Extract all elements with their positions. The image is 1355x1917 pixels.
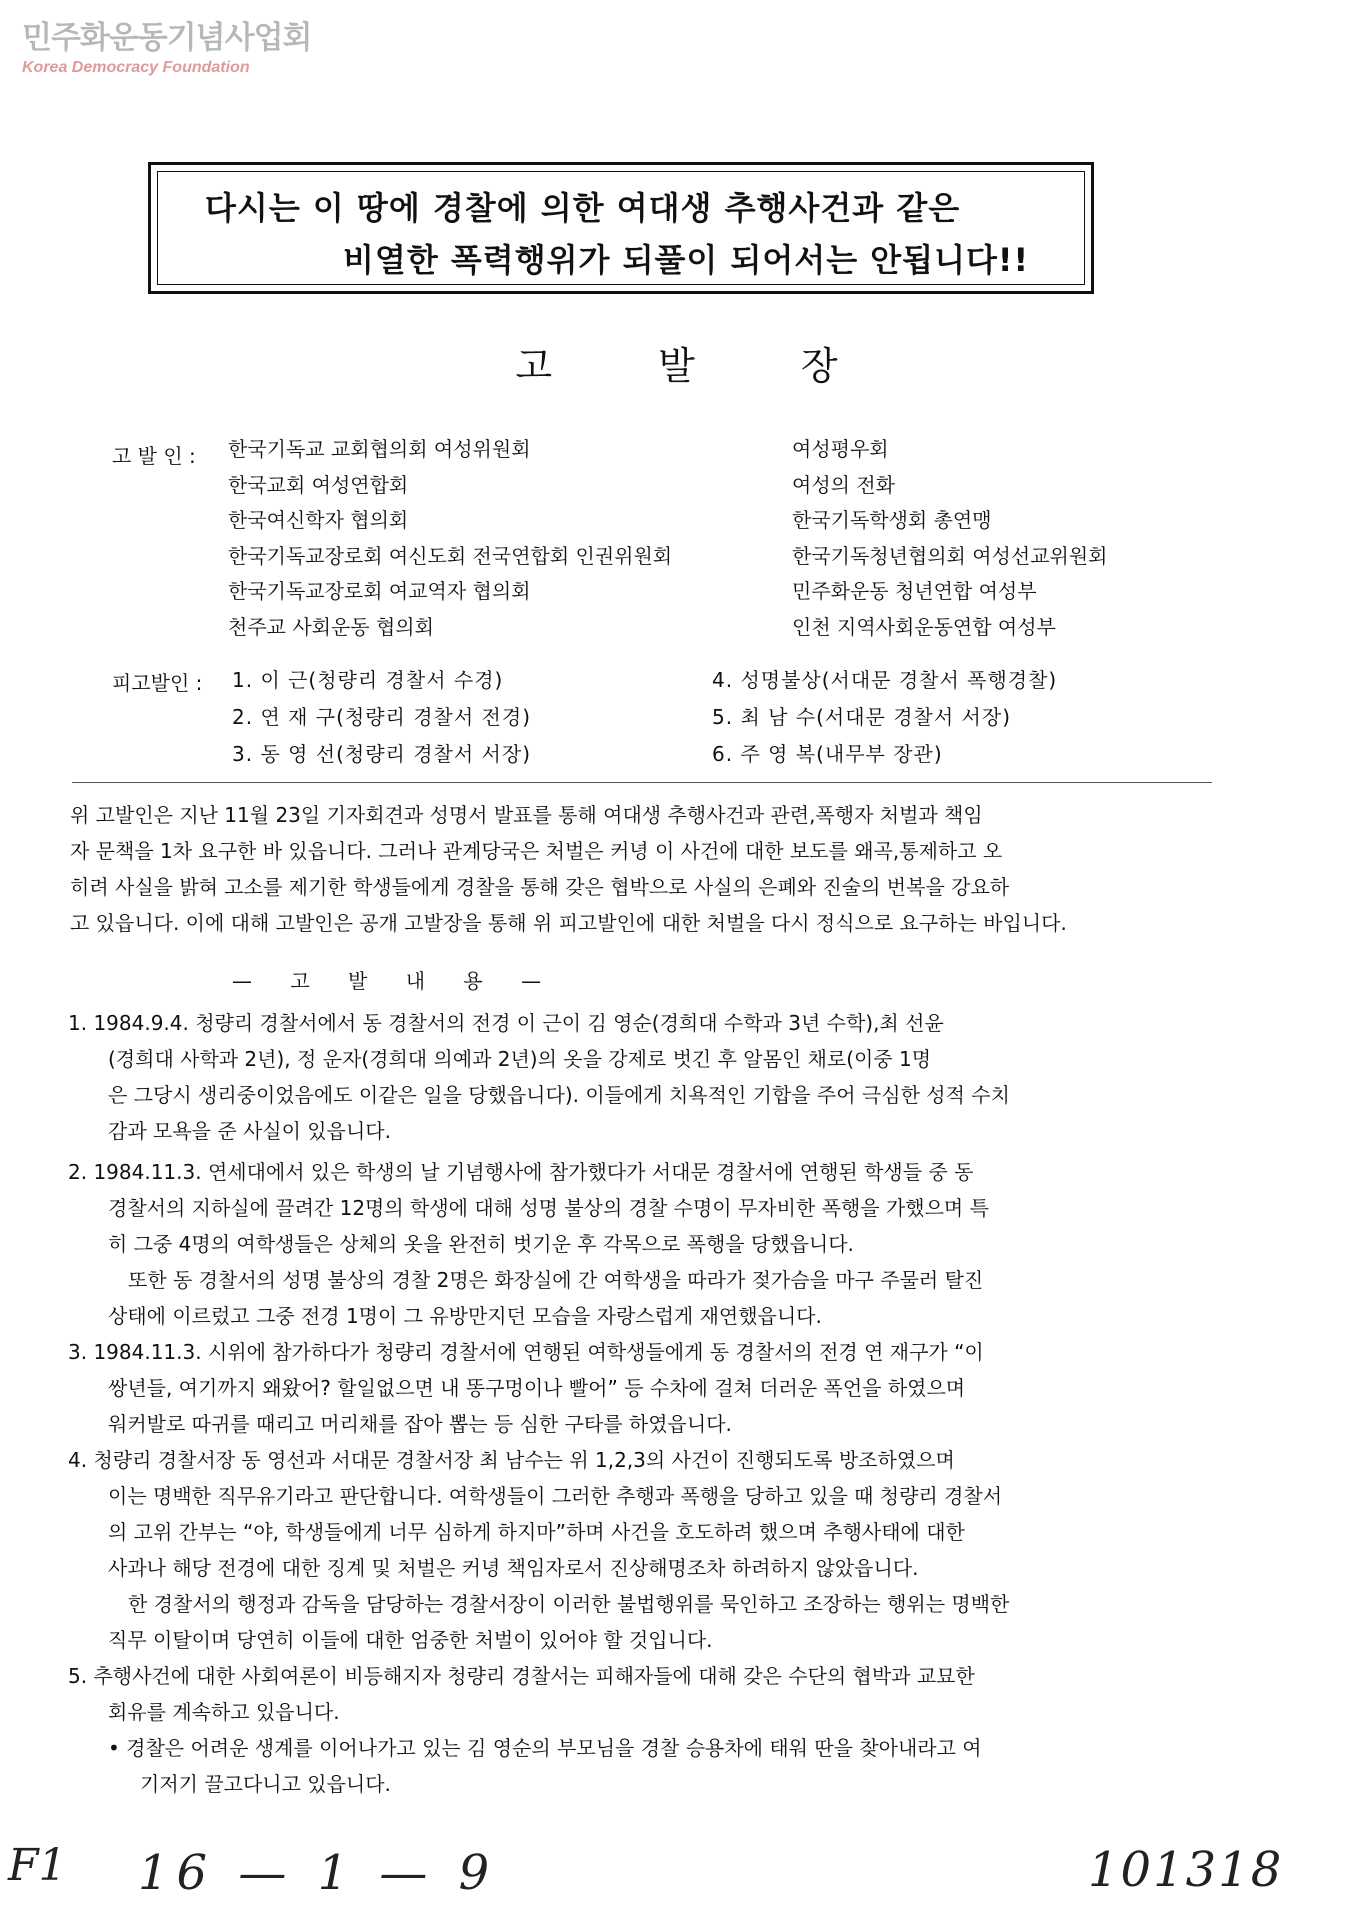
item-4-line: 이는 명백한 직무유기라고 판단합니다. 여학생들이 그러한 추행과 폭행을 당하고 있을 때 청량리 경찰서 [108,1484,1003,1508]
intro-paragraph [70,797,1215,941]
item-2-line: 상태에 이르렀고 그중 전경 1명이 그 유방만지던 모습을 자랑스럽게 재연했읍니다. [108,1304,822,1328]
accuser-item: 민주화운동 청년연합 여성부 [792,579,1037,603]
accuser-item: 한국기독청년협의회 여성선교위원회 [792,543,1108,568]
accuser-item: 한국기독교 교회협의회 여성위원회 [228,437,531,461]
item-2-line: 히 그중 4명의 여학생들은 상체의 옷을 완전히 벗기운 후 각목으로 폭행을 당했읍니다. [108,1232,854,1256]
accused-item: 6. 주 영 복(내무부 장관) [712,742,943,766]
accuser-item: 인천 지역사회운동연합 여성부 [792,614,1056,639]
divider-line [72,782,1212,783]
accuser-item: 천주교 사회운동 협의회 [228,614,434,639]
item-1-line: 은 그당시 생리중이었음에도 이같은 일을 당했읍니다). 이들에게 치욕적인 기합을 주어 극심한 성적 수치 [108,1083,1010,1107]
bullet-line: 기저기 끌고다니고 있읍니다. [140,1772,391,1796]
handwritten-mark: F1 [8,1840,67,1891]
item-1-line: 1. 1984.9.4. 청량리 경찰서에서 동 경찰서의 전경 이 근이 김 영순(경희대 수학과 3년 수학),최 선윤 [68,1011,944,1035]
accuser-item: 한국기독교장로회 여교역자 협의회 [228,579,531,603]
accuser-item: 한국교회 여성연합회 [228,472,409,497]
item-2-line: 2. 1984.11.3. 연세대에서 있은 학생의 날 기념행사에 참가했다가 서대문 경찰서에 연행된 학생들 중 동 [68,1160,974,1184]
item-3-line: 쌍년들, 여기까지 왜왔어? 할일없으면 내 똥구멍이나 빨어” 등 수차에 걸쳐 더러운 폭언을 하였으며 [108,1376,966,1400]
headline-line-2: 비열한 폭력행위가 되풀이 되어서는 안됩니다!! [343,241,1030,279]
headline-box [148,162,1094,294]
handwritten-code: 16 — 1 — 9 [138,1845,498,1901]
accused-item: 1. 이 근(청량리 경찰서 수경) [232,668,504,692]
accused-list-left [232,662,531,773]
accused-item: 2. 연 재 구(청량리 경찰서 전경) [232,705,531,729]
item-5-line: 5. 추행사건에 대한 사회여론이 비등해지자 청량리 경찰서는 피해자들에 대해 갖은 수단의 협박과 교묘한 [68,1664,975,1688]
item-4-line: 직무 이탈이며 당연히 이들에 대한 엄중한 처벌이 있어야 할 것입니다. [108,1628,713,1652]
accusation-items [68,1005,1218,1802]
accused-item: 3. 동 영 선(청량리 경찰서 서장) [232,742,531,766]
headline-line-1: 다시는 이 땅에 경찰에 의한 여대생 추행사건과 같은 [205,189,961,227]
item-4-line: 4. 청량리 경찰서장 동 영선과 서대문 경찰서장 최 남수는 위 1,2,3의 사건이 진행되도록 방조하였으며 [68,1448,955,1472]
item-2-line: 경찰서의 지하실에 끌려간 12명의 학생에 대해 성명 불상의 경찰 수명이 무자비한 폭행을 가했으며 특 [108,1196,989,1220]
intro-line: 자 문책을 1차 요구한 바 있읍니다. 그러나 관계당국은 처벌은 커녕 이 사건에 대한 보도를 왜곡,통제하고 오 [70,839,1003,863]
document-title: 고 발 장 [515,344,840,388]
intro-line: 고 있읍니다. 이에 대해 고발인은 공개 고발장을 통해 위 피고발인에 대한 처벌을 다시 정식으로 요구하는 바입니다. [70,911,1067,935]
accuser-item: 한국기독학생회 총연맹 [792,508,992,532]
item-4-line: 한 경찰서의 행정과 감독을 담당하는 경찰서장이 이러한 불법행위를 묵인하고 조장하는 행위는 명백한 [128,1592,1010,1616]
item-4-line: 사과나 해당 전경에 대한 징계 및 처벌은 커녕 책임자로서 진상해명조차 하려하지 않았읍니다. [108,1556,919,1580]
handwritten-number: 101318 [1088,1842,1284,1898]
item-5-line: 회유를 계속하고 있읍니다. [108,1700,340,1724]
accused-label: 피고발인 : [112,671,203,695]
foundation-logo [22,20,311,78]
item-3-line: 3. 1984.11.3. 시위에 참가하다가 청량리 경찰서에 연행된 여학생들에게 동 경찰서의 전경 연 재구가 “이 [68,1340,984,1364]
item-1-line: 감과 모욕을 준 사실이 있읍니다. [108,1119,391,1143]
accuser-list-right [792,432,1107,645]
intro-line: 위 고발인은 지난 11월 23일 기자회견과 성명서 발표를 통해 여대생 추행사건과 관련,폭행자 처벌과 책임 [70,803,983,827]
logo-english-text: Korea Democracy Foundation [22,59,250,76]
intro-line: 히려 사실을 밝혀 고소를 제기한 학생들에게 경찰을 통해 갖은 협박으로 사실의 은폐와 진술의 번복을 강요하 [70,875,1010,899]
item-2-line: 또한 동 경찰서의 성명 불상의 경찰 2명은 화장실에 간 여학생을 따라가 젖가슴을 마구 주물러 탈진 [128,1268,984,1292]
accuser-item: 여성의 전화 [792,472,895,497]
accuser-list-left [228,432,672,645]
logo-korean-text: 민주화운동기념사업회 [22,20,312,56]
accuser-item: 여성평우회 [792,437,889,461]
item-1-line: (경희대 사학과 2년), 정 운자(경희대 의예과 2년)의 옷을 강제로 벗긴 후 알몸인 채로(이중 1명 [108,1047,932,1071]
bullet-line: • 경찰은 어려운 생계를 이어나가고 있는 김 영순의 부모님을 경찰 승용차에 태워 딴을 찾아내라고 여 [108,1736,982,1760]
accuser-item: 한국기독교장로회 여신도회 전국연합회 인권위원회 [228,543,673,568]
accuser-item: 한국여신학자 협의회 [228,508,409,532]
accused-item: 5. 최 남 수(서대문 경찰서 서장) [712,705,1011,729]
accuser-label: 고 발 인 : [112,444,196,468]
accused-item: 4. 성명불상(서대문 경찰서 폭행경찰) [712,668,1058,692]
section-heading: — 고 발 내 용 — [232,969,543,993]
item-4-line: 의 고위 간부는 “야, 학생들에게 너무 심하게 하지마”하며 사건을 호도하려 했으며 추행사태에 대한 [108,1520,965,1544]
accused-list-right [712,662,1057,773]
item-3-line: 워커발로 따귀를 때리고 머리채를 잡아 뽑는 등 심한 구타를 하였읍니다. [108,1412,732,1436]
